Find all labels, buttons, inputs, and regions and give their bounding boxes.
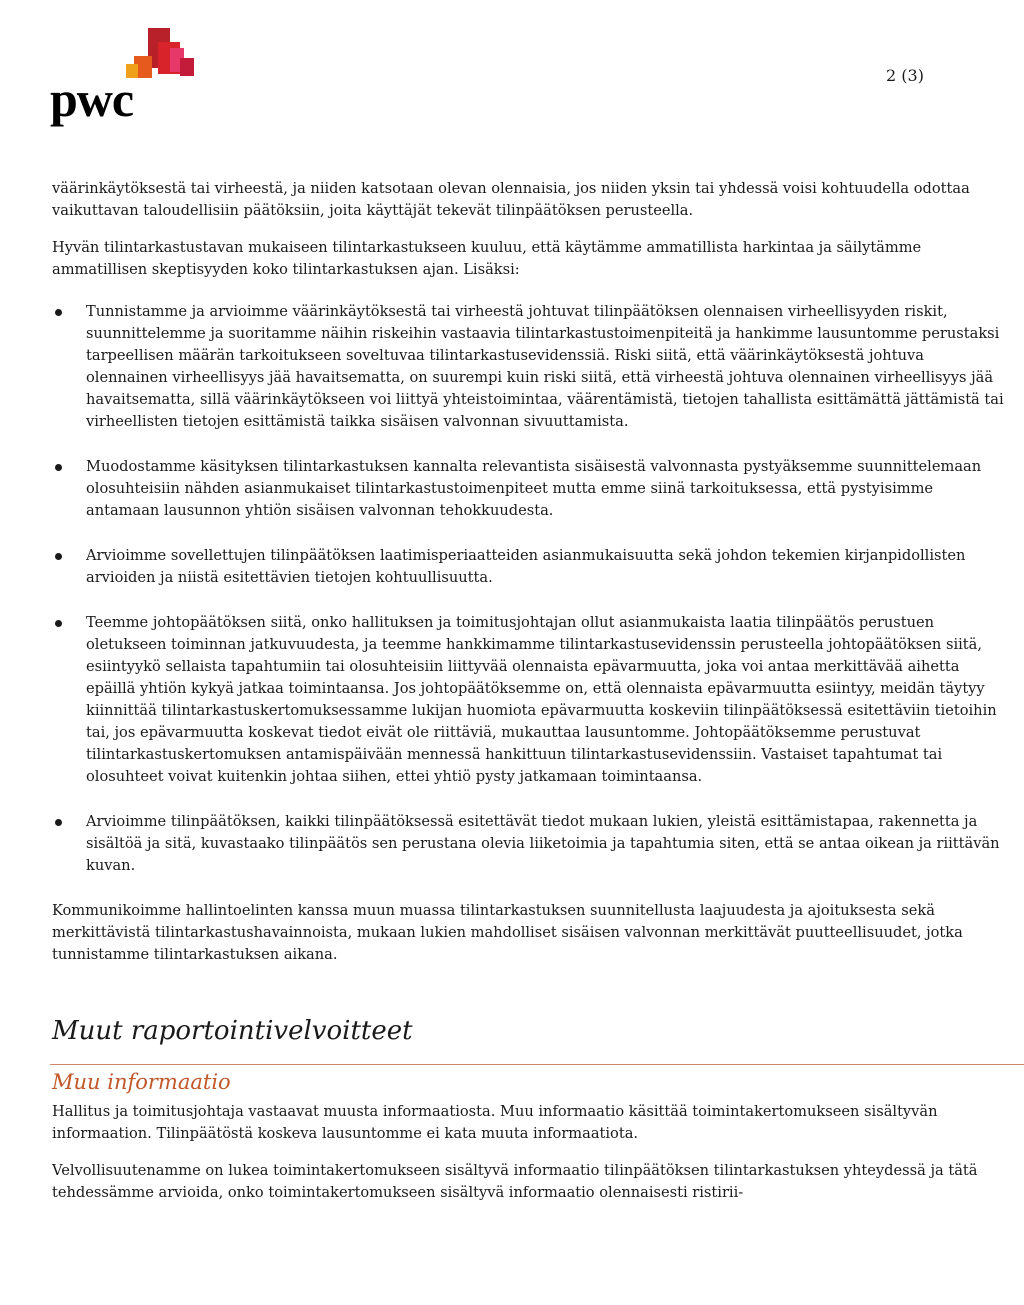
bullet-icon [55, 553, 62, 560]
paragraph-continued: väärinkäytöksestä tai virheestä, ja niiden katsotaan olevan olennaisia, jos niiden yksin tai yhdessä voisi kohtuudella odottaa vaikuttavan taloudellisiin päätöksiin, joita käyttäjät tekevät tilinpäätöksen perusteella. [52, 180, 970, 219]
document-body [52, 178, 1010, 1219]
list-item-text: Teemme johtopäätöksen siitä, onko hallituksen ja toimitusjohtajan ollut asianmukaista laatia tilinpäätös perustuen oletukseen toiminnan jatkuvuudesta, ja teemme hankkimamme tilintarkastusevidenssin perusteella johtopäätöksen siitä, esiintyykö sellaista tapahtumiin tai olosuhteisiin liittyvää olennaista epävarmuutta, joka voi antaa merkittävää aihetta epäillä yhtiön kykyä jatkaa toimintaansa. Jos johtopäätöksemme on, että olennaista epävarmuutta esiintyy, meidän täytyy kiinnittää tilintarkastuskertomuksessamme lukijan huomiota epävarmuutta koskeviin tilinpäätöksessä esitettäviin tietoihin tai, jos epävarmuutta koskevat tiedot eivät ole riittäviä, mukauttaa lausuntomme. Johtopäätöksemme perustuvat tilintarkastuskertomuksen antamispäivään mennessä hankittuun tilintarkastusevidenssiin. Vastaiset tapahtumat tai olosuhteet voivat kuitenkin johtaa siihen, ettei yhtiö pysty jatkamaan toimintaansa. [86, 614, 997, 785]
paragraph-other-information: Hallitus ja toimitusjohtaja vastaavat muusta informaatiosta. Muu informaatio käsittää toimintakertomukseen sisältyvän informaation. Tilinpäätöstä koskeva lausuntomme ei kata muuta informaatiota. [52, 1103, 938, 1142]
bullet-icon [55, 464, 62, 471]
page-number: 2 (3) [886, 66, 924, 85]
list-item [52, 545, 1010, 589]
list-item-text: Arvioimme tilinpäätöksen, kaikki tilinpäätöksessä esitettävät tiedot mukaan lukien, yleistä esittämistapaa, rakennetta ja sisältöä ja sitä, kuvastaako tilinpäätös sen perustana olevia liiketoimia ja tapahtumia siten, että se antaa oikean ja riittävän kuvan. [86, 813, 1000, 874]
bullet-icon [55, 309, 62, 316]
logo-block-dark [180, 58, 194, 76]
list-item [52, 612, 1010, 788]
bullet-icon [55, 819, 62, 826]
list-item [52, 456, 1010, 522]
bullet-icon [55, 620, 62, 627]
subsection-title: Muu informaatio [52, 1070, 231, 1094]
paragraph-communication: Kommunikoimme hallintoelinten kanssa muun muassa tilintarkastuksen suunnitellusta laajuudesta ja ajoituksesta sekä merkittävistä tilintarkastushavainnoista, mukaan lukien mahdolliset sisäisen valvonnan merkittävät puutteellisuudet, jotka tunnistamme tilintarkastuksen aikana. [52, 902, 963, 963]
list-item [52, 301, 1010, 433]
list-item [52, 811, 1010, 877]
list-item-text: Muodostamme käsityksen tilintarkastuksen kannalta relevantista sisäisestä valvonnasta pystyäksemme suunnittelemaan olosuhteisiin nähden asianmukaiset tilintarkastustoimenpiteet mutta emme siinä tarkoituksessa, että pystyisimme antamaan lausunnon yhtiön sisäisen valvonnan tehokkuudesta. [86, 458, 982, 519]
section-divider [50, 1064, 1024, 1065]
pwc-logo [50, 20, 200, 127]
paragraph-audit-practice: Hyvän tilintarkastustavan mukaiseen tilintarkastukseen kuuluu, että käytämme ammatillista harkintaa ja säilytämme ammatillisen skeptisyyden koko tilintarkastuksen ajan. Lisäksi: [52, 239, 922, 278]
list-item-text: Tunnistamme ja arvioimme väärinkäytöksestä tai virheestä johtuvat tilinpäätöksen olennaisen virheellisyyden riskit, suunnittelemme ja suoritamme näihin riskeihin vastaavia tilintarkastustoimenpiteitä ja hankimme lausuntomme perustaksi tarpeellisen määrän tarkoitukseen soveltuvaa tilintarkastusevidenssiä. Riski siitä, että väärinkäytöksestä johtuva olennainen virheellisyys jää havaitsematta, on suurempi kuin riski siitä, että virheestä johtuva olennainen virheellisyys jää havaitsematta, sillä väärinkäytökseen voi liittyä yhteistoimintaa, väärentämistä, tietojen tahallista esittämättä jättämistä tai virheellisten tietojen esittämistä taikka sisäisen valvonnan sivuuttamista. [86, 303, 1004, 430]
audit-procedures-list [52, 301, 1010, 877]
logo-wordmark: pwc [50, 71, 134, 127]
list-item-text: Arvioimme sovellettujen tilinpäätöksen laatimisperiaatteiden asianmukaisuutta sekä johdon tekemien kirjanpidollisten arvioiden ja niistä esitettävien tietojen kohtuullisuutta. [86, 547, 966, 586]
paragraph-responsibility: Velvollisuutenamme on lukea toimintakertomukseen sisältyvä informaatio tilinpäätöksen tilintarkastuksen yhteydessä ja tätä tehdessämme arvioida, onko toimintakertomukseen sisältyvä informaatio olennaisesti ristirii- [52, 1162, 978, 1201]
section-title: Muut raportointivelvoitteet [52, 1016, 413, 1046]
